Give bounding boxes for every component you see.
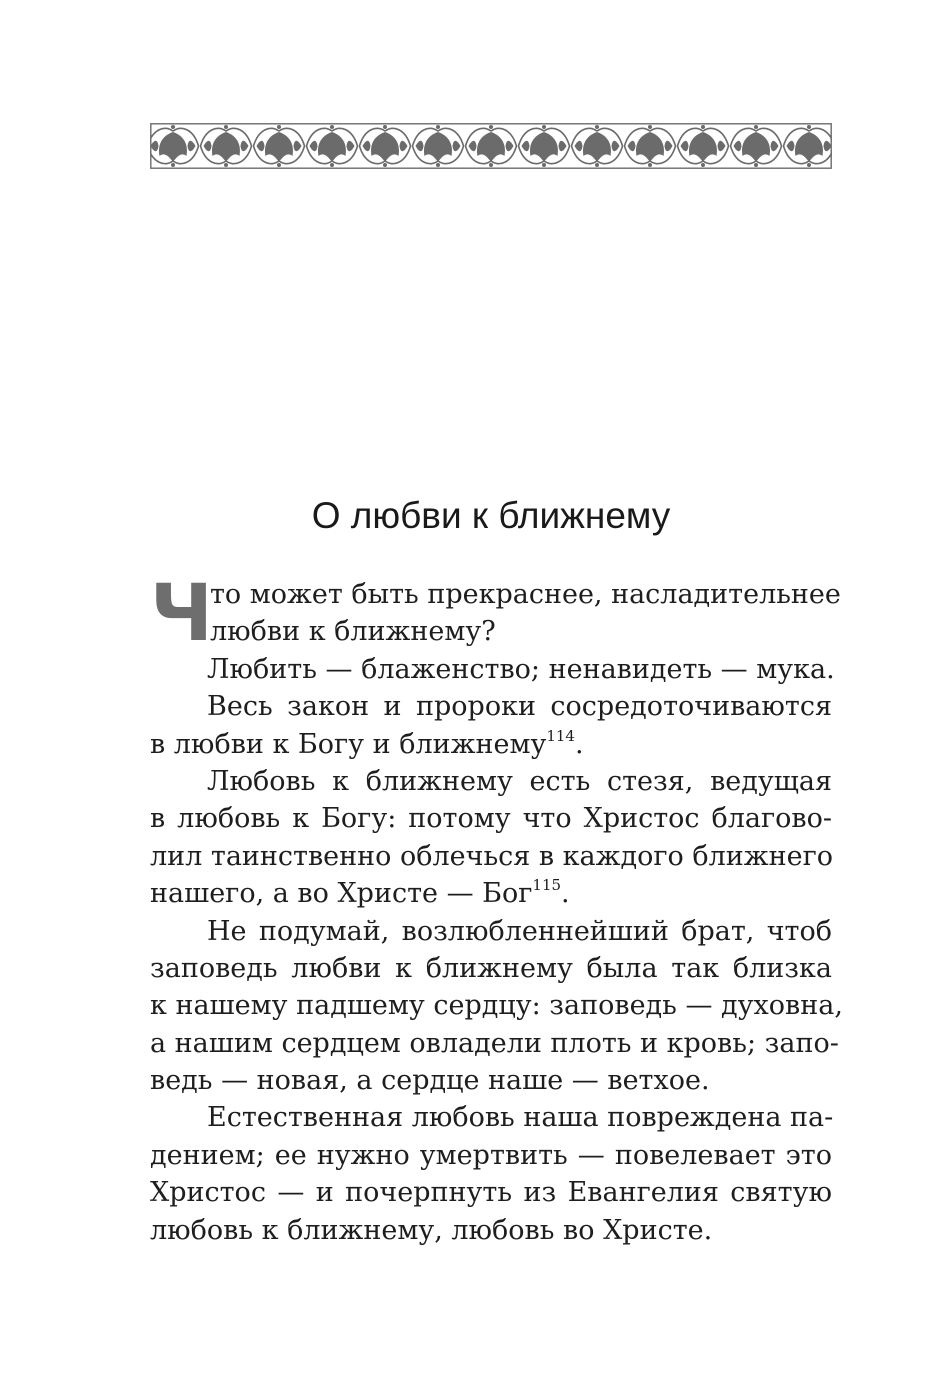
text-segment: то может быть прекраснее, насладительнее — [210, 579, 841, 610]
text-line — [150, 613, 832, 650]
footnote-ref: 114 — [546, 726, 575, 745]
text-line — [150, 763, 832, 800]
text-line — [150, 1062, 832, 1099]
text-segment: лил таинственно облечься в каждого ближнего — [150, 840, 833, 872]
text-line — [150, 1025, 839, 1062]
text-segment: Христос — и почерпнуть из Евангелия святую — [150, 1177, 832, 1209]
text-segment: к нашему падшему сердцу: заповедь — духовна, — [150, 990, 843, 1022]
text-segment: ведь — новая, а сердце наше — ветхое. — [150, 1065, 710, 1097]
page-title: О любви к ближнему — [311, 495, 671, 536]
text-segment: любовь к ближнему, любовь во Христе. — [150, 1214, 713, 1246]
text-line — [150, 950, 832, 987]
text-segment: Любовь к ближнему есть стезя, ведущая — [207, 765, 832, 797]
text-segment: в любовь к Богу: потому что Христос благово- — [150, 803, 832, 835]
text-line — [150, 1099, 832, 1136]
text-segment: Не подумай, возлюбленнейший брат, чтоб — [207, 915, 832, 947]
drop-cap: Ч — [150, 569, 214, 659]
text-segment: заповедь любви к ближнему была так близка — [150, 952, 832, 984]
floral-ornament-band-icon — [150, 123, 832, 169]
text-line — [150, 688, 832, 725]
text-segment: а нашим сердцем овладели плоть и кровь; запо- — [150, 1027, 839, 1059]
text-segment: любви к ближнему? — [210, 616, 496, 648]
text-segment: . — [574, 728, 584, 760]
text-segment: . — [561, 878, 570, 910]
text-line — [150, 576, 841, 613]
text-segment: дением; ее нужно умертвить — повелевает это — [150, 1139, 832, 1171]
text-segment: нашего, а во Христе — Бог — [150, 878, 533, 910]
body-text — [150, 569, 843, 1249]
text-line — [150, 726, 832, 763]
footnote-ref: 115 — [532, 876, 562, 895]
text-line — [150, 1212, 832, 1249]
text-segment: в любви к Богу и ближнему — [150, 728, 547, 760]
text-line — [150, 651, 835, 688]
text-line — [150, 800, 832, 837]
text-line — [150, 1174, 832, 1211]
text-line — [150, 875, 832, 912]
text-segment: Весь закон и пророки сосредоточиваются — [207, 691, 832, 723]
text-line — [150, 1137, 832, 1174]
text-segment: Естественная любовь наша повреждена па- — [207, 1102, 834, 1134]
text-line — [150, 913, 832, 950]
text-segment: Любить — блаженство; ненавидеть — мука. — [207, 653, 835, 685]
text-line — [150, 987, 843, 1024]
text-line — [150, 838, 832, 875]
